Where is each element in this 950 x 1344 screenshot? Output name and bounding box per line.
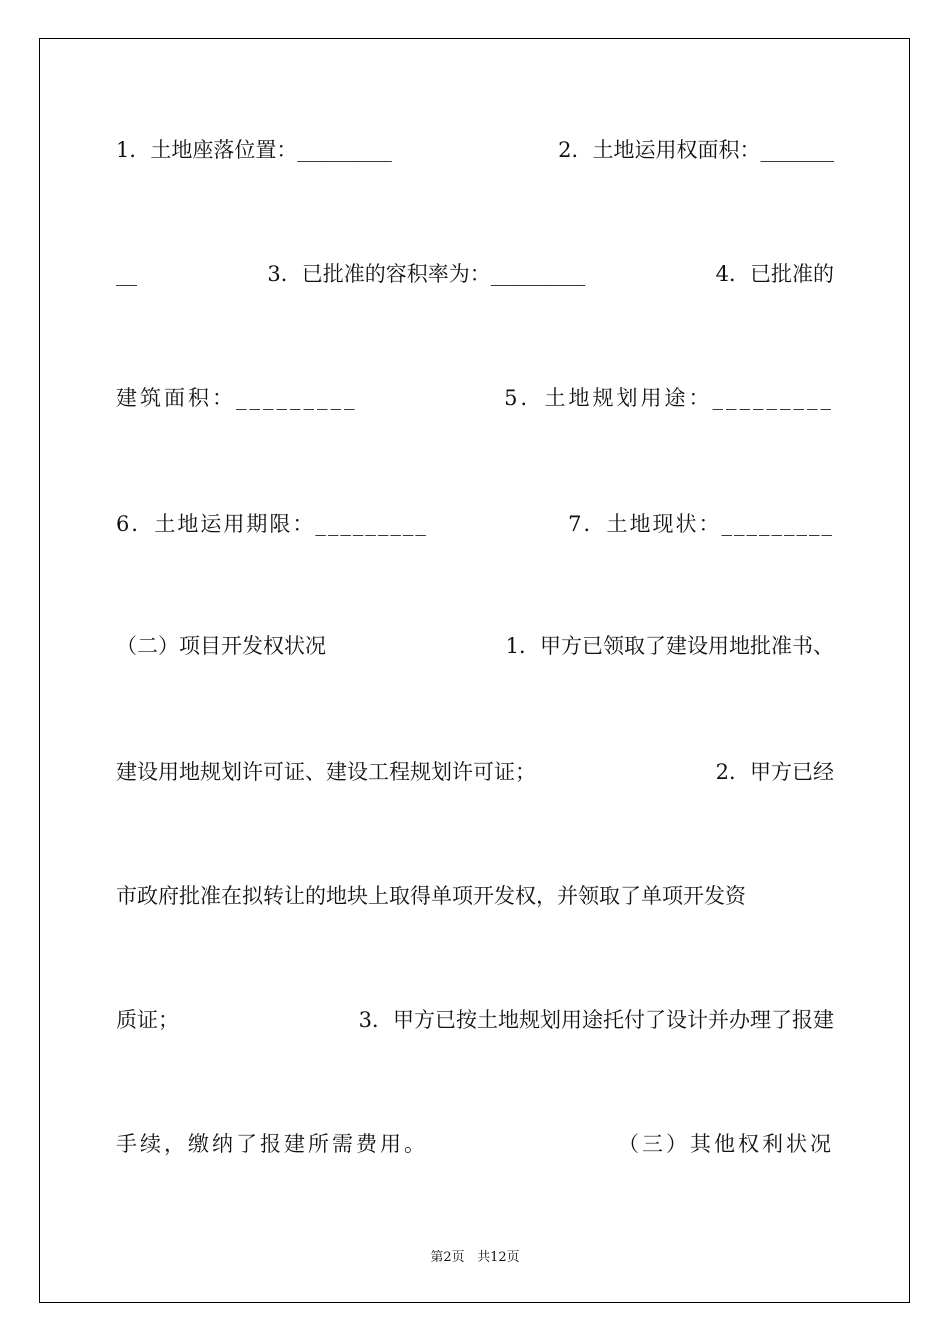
text-line-4 — [116, 504, 834, 544]
text-line-8 — [116, 1000, 834, 1040]
paragraph-text: 建设用地规划许可证、建设工程规划许可证； — [116, 760, 536, 784]
approved-area-label: 4．已批准的 — [715, 262, 834, 286]
blank-continuation: __ — [116, 262, 137, 286]
text-line-1 — [116, 130, 834, 170]
text-line-5 — [116, 626, 834, 666]
paragraph-text: 质证； — [116, 1008, 179, 1032]
text-line-3 — [116, 378, 834, 418]
building-area-field: 建筑面积：_________ — [116, 386, 358, 410]
paragraph-text: 1．甲方已领取了建设用地批准书、 — [505, 634, 834, 658]
paragraph-text: 2．甲方已经 — [715, 760, 834, 784]
section-heading-development-rights: （二）项目开发权状况 — [116, 634, 326, 658]
land-use-term-field: 6．土地运用期限：_________ — [116, 512, 428, 536]
page-number: 第2页 — [430, 1250, 465, 1265]
text-line-6 — [116, 752, 834, 792]
land-location-field: 1．土地座落位置：_________ — [116, 138, 392, 162]
paragraph-text: 市政府批准在拟转让的地块上取得单项开发权，并领取了单项开发资 — [116, 884, 746, 908]
land-use-area-field: 2．土地运用权面积：_______ — [558, 138, 834, 162]
page-total: 共12页 — [477, 1250, 520, 1265]
paragraph-text: 手续，缴纳了报建所需费用。 — [116, 1132, 428, 1156]
plot-ratio-field: 3．已批准的容积率为：_________ — [267, 262, 586, 286]
page-footer — [0, 1246, 950, 1265]
text-line-9 — [116, 1124, 834, 1164]
text-line-7 — [116, 876, 834, 916]
page-frame — [39, 38, 910, 1303]
text-line-2 — [116, 254, 834, 294]
land-status-field: 7．土地现状：_________ — [568, 512, 834, 536]
section-heading-other-rights: （三）其他权利状况 — [618, 1132, 834, 1156]
land-planning-use-field: 5．土地规划用途：_________ — [504, 386, 834, 410]
paragraph-text: 3．甲方已按土地规划用途托付了设计并办理了报建 — [358, 1008, 834, 1032]
